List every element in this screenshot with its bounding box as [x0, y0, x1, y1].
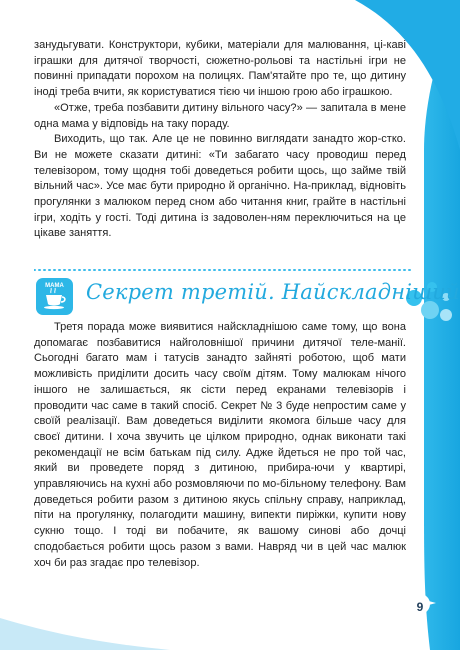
section-dotted-line	[34, 268, 414, 272]
section-icon	[36, 278, 73, 315]
section-title: Секрет третій. Найскладніший	[86, 280, 460, 304]
bubble-decoration	[440, 309, 452, 321]
icon-label: MAMA	[45, 283, 64, 289]
paragraph: занудьгувати. Конструктори, кубики, матеріали для малювання, ці-каві іграшки для дитячої творчості, сюжетно-рольові та настільні ігри не повинні припадати порохом на полицях. Пам'ятайте про те, що дитину іноді треба вчити, як користуватися тією чи іншою грою або іграшкою.	[34, 39, 406, 99]
page-number: 9	[416, 600, 424, 614]
paragraph: «Отже, треба позбавити дитину вільного часу?» — запитала в мене одна мама у відповідь на таку пораду.	[34, 101, 406, 130]
paragraph: Третя порада може виявитися найскладнішою саме тому, що вона допомагає позбавитися найголовнішої причини дитячої теле-манії. Сьогодні багато мам і татусів занадто зайняті роботою, щоб мати можливість приділити досить часу своїм дітям. Тому малюкам нічого іншого не залишається, як сісти перед екранами телевізорів і проводити час саме в такий спосіб. Секрет № 3 буде непростим саме у своїй реалізації. Вам доведеться виділити якомога більше часу для своєї дитини. І хоча звучить це цілком природно, однак виконати такі рекомендації не всім батькам під силу. Адже йдеться не про той час, який ви проведете поряд з дитиною, прибира-ючи у квартирі, управляючись на кухні або розмовляючи по мо-більному телефону. Вам доведеться робити разом з дитиною якусь спільну справу, наприклад, піти на прогулянку, полагодити машину, випекти пиріжки, купити нову сукню тощо. І тоді ви побачите, як вашому синові або дочці сподобається робити щось разом з вами. Навряд чи в цей час малюк хоч би раз згадає про телевізор.	[34, 321, 406, 569]
section-body-text	[34, 320, 406, 571]
paragraph: Виходить, що так. Але це не повинно виглядати занадто жор-стко. Ви не можете сказати дитині: «Ти забагато часу проводиш перед телевізором, тому щодня тобі доведеться робити щось, що займе твій вільний час». Усе має бути природно й органічно. На-приклад, відновіть прогулянки з малюком перед сном або читання книг, грайте в настільні ігри, ходіть у гості. Тоді дитина із задоволен-ням переключиться на це цікаве заняття.	[34, 133, 406, 240]
top-text-block	[34, 38, 406, 242]
teacup-icon	[36, 278, 73, 315]
